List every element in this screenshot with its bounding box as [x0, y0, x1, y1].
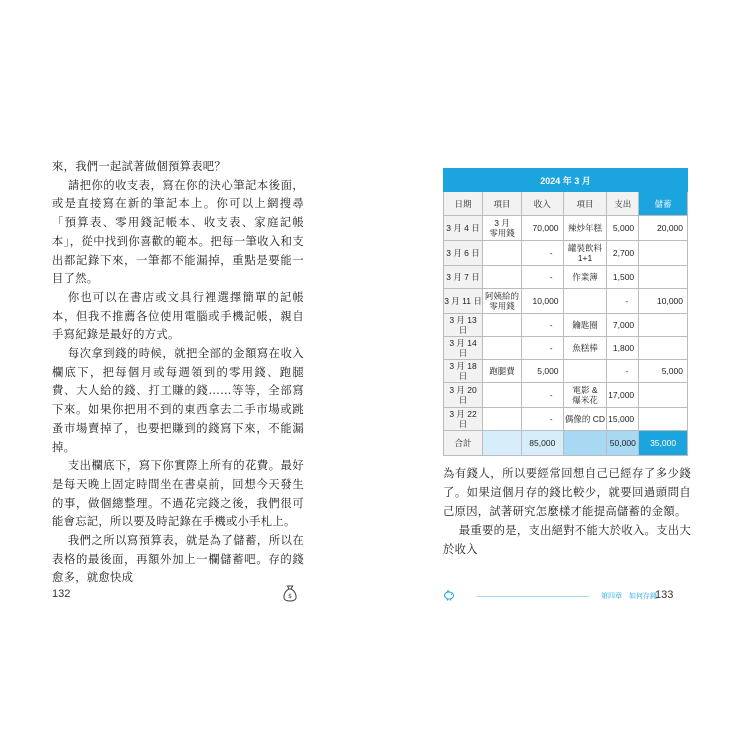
- total-label: 合計: [444, 431, 483, 456]
- cell-expense: 1,800: [607, 337, 639, 360]
- table-row: [444, 314, 688, 337]
- table-row: [444, 360, 688, 383]
- page-number-left: 132: [52, 588, 71, 600]
- header-income-item: 項目: [483, 192, 522, 216]
- cell-savings: 5,000: [639, 360, 688, 383]
- cell-date: 3 月 11 日: [444, 289, 483, 314]
- cell-expense: 17,000: [607, 383, 639, 408]
- cell-income-item: 阿姨給的 零用錢: [483, 289, 522, 314]
- right-page-body: [443, 464, 691, 559]
- right-page: [375, 0, 750, 750]
- page-number-right: 133: [655, 589, 674, 601]
- table-row: [444, 337, 688, 360]
- paragraph: 最重要的是，支出絕對不能大於收入。支出大於收入: [443, 524, 691, 556]
- cell-income: -: [522, 383, 563, 408]
- cell-expense-item: 作業簿: [563, 266, 607, 289]
- header-expense-item: 項目: [563, 192, 607, 216]
- cell-expense: 2,700: [607, 241, 639, 266]
- svg-text:$: $: [288, 593, 292, 600]
- total-income-item: [483, 431, 522, 456]
- left-page-body: [52, 158, 304, 588]
- cell-savings: 10,000: [639, 289, 688, 314]
- budget-table: [443, 168, 688, 456]
- paragraph: 請把你的收支表，寫在你的決心筆記本後面，或是直接寫在新的筆記本上。你可以上網搜尋「預算表、零用錢記帳本、收支表、家庭記帳本」，從中找到你喜歡的範本。把每一筆收入和支出都記錄下來，一筆都不能漏掉，重點是要能一目了然。: [52, 178, 304, 286]
- table-total-row: [444, 431, 688, 456]
- cell-savings: [639, 383, 688, 408]
- cell-expense: -: [607, 360, 639, 383]
- cell-expense-item: 魚糕棒: [563, 337, 607, 360]
- cell-income: 10,000: [522, 289, 563, 314]
- cell-expense-item: 偶像的 CD: [563, 408, 607, 431]
- cell-income-item: [483, 266, 522, 289]
- header-income: 收入: [522, 192, 563, 216]
- cell-savings: [639, 266, 688, 289]
- cell-expense: 1,500: [607, 266, 639, 289]
- table-row: [444, 216, 688, 241]
- cell-income-item: 3 月 零用錢: [483, 216, 522, 241]
- cell-income-item: [483, 383, 522, 408]
- table-title: 2024 年 3 月: [444, 169, 688, 192]
- cell-income-item: 跑腿費: [483, 360, 522, 383]
- cell-income: 70,000: [522, 216, 563, 241]
- footer-divider: [477, 596, 589, 597]
- header-date: 日期: [444, 192, 483, 216]
- paragraph: 你也可以在書店或文具行裡選擇簡單的記帳本，但我不推薦各位使用電腦或手機記帳，親自手寫紀錄是最好的方式。: [52, 290, 304, 342]
- header-expense: 支出: [607, 192, 639, 216]
- cell-income: -: [522, 241, 563, 266]
- header-savings: 儲蓄: [639, 192, 688, 216]
- cell-income-item: [483, 408, 522, 431]
- cell-income-item: [483, 337, 522, 360]
- paragraph: 為有錢人，所以要經常回想自己已經存了多少錢了。如果這個月存的錢比較少，就要回過頭問自己原因，試著研究怎麼樣才能提高儲蓄的金額。: [443, 467, 691, 518]
- chapter-label: 第四章 如何存錢: [601, 593, 657, 600]
- cell-expense-item: 罐裝飲料 1+1: [563, 241, 607, 266]
- cell-date: 3 月 20 日: [444, 383, 483, 408]
- table-row: [444, 408, 688, 431]
- table-row: [444, 266, 688, 289]
- cell-income: -: [522, 314, 563, 337]
- cell-expense: -: [607, 289, 639, 314]
- cell-expense-item: 鑰匙圈: [563, 314, 607, 337]
- cell-date: 3 月 18 日: [444, 360, 483, 383]
- table-row: [444, 241, 688, 266]
- cell-expense: 5,000: [607, 216, 639, 241]
- total-expense-item: [563, 431, 607, 456]
- cell-date: 3 月 22 日: [444, 408, 483, 431]
- money-bag-icon: [282, 584, 298, 602]
- cell-date: 3 月 13 日: [444, 314, 483, 337]
- cell-savings: [639, 408, 688, 431]
- cell-expense-item: 電影 & 爆米花: [563, 383, 607, 408]
- paragraph: 支出欄底下，寫下你實際上所有的花費。最好是每天晚上固定時間坐在書桌前，回想今天發生的事，做個總整理。不過花完錢之後，我們很可能會忘記，所以要及時記錄在手機或小手札上。: [52, 459, 304, 529]
- paragraph: 我們之所以寫預算表，就是為了儲蓄，所以在表格的最後面，再額外加上一欄儲蓄吧。存的錢愈多，就愈快成: [52, 534, 304, 585]
- table-row: [444, 383, 688, 408]
- cell-date: 3 月 14 日: [444, 337, 483, 360]
- cell-date: 3 月 6 日: [444, 241, 483, 266]
- cell-expense-item: 辣炒年糕: [563, 216, 607, 241]
- cell-savings: [639, 314, 688, 337]
- cell-expense: 7,000: [607, 314, 639, 337]
- cell-income: -: [522, 266, 563, 289]
- cell-savings: 20,000: [639, 216, 688, 241]
- cell-income-item: [483, 241, 522, 266]
- cell-savings: [639, 337, 688, 360]
- cell-savings: [639, 241, 688, 266]
- cell-expense-item: [563, 289, 607, 314]
- cell-income: -: [522, 408, 563, 431]
- cell-income-item: [483, 314, 522, 337]
- cell-income: -: [522, 337, 563, 360]
- paragraph: 來，我們一起試著做個預算表吧？: [52, 160, 226, 173]
- table-header-row: [444, 192, 688, 216]
- cell-expense: 15,000: [607, 408, 639, 431]
- total-expense: 50,000: [607, 431, 639, 456]
- paragraph: 每次拿到錢的時候，就把全部的金額寫在收入欄底下，把每個月或每週領到的零用錢、跑腿費、大人給的錢、打工賺的錢……等等，全部寫下來。如果你把用不到的東西拿去二手市場或跳蚤市場賣掉了，也要把賺到的錢寫下來，不能漏掉。: [52, 347, 304, 454]
- cell-date: 3 月 7 日: [444, 266, 483, 289]
- table-row: [444, 289, 688, 314]
- total-income: 85,000: [522, 431, 563, 456]
- right-page-footer: [443, 589, 688, 603]
- cell-date: 3 月 4 日: [444, 216, 483, 241]
- table-title-row: [444, 169, 688, 192]
- piggy-bank-icon: [443, 589, 455, 601]
- cell-income: 5,000: [522, 360, 563, 383]
- total-savings: 35,000: [639, 431, 688, 456]
- cell-expense-item: [563, 360, 607, 383]
